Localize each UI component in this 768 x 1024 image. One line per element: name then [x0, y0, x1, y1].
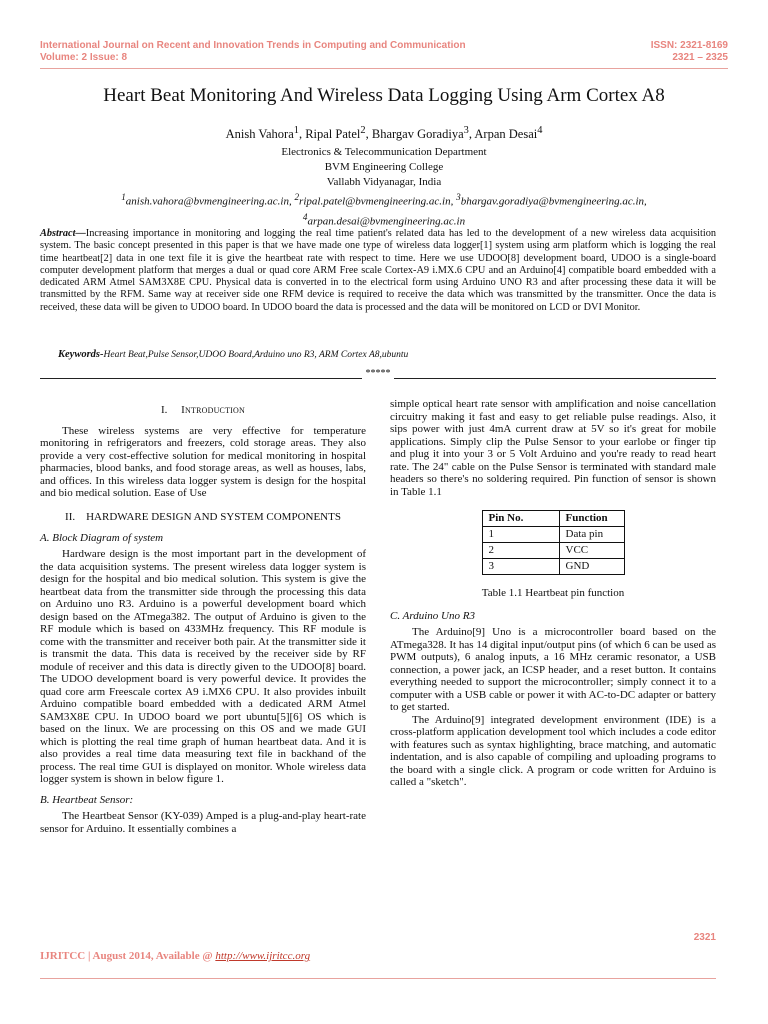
abstract-label: Abstract—	[40, 228, 86, 239]
left-column	[40, 400, 366, 835]
paragraph: The Arduino[9] integrated development environment (IDE) is a cross-platform application development tool which includes a code editor with features such as syntax highlighting, brace matching, and automatic indentation, and is also capable of compiling and uploading programs to the board with a single click. A program or code written for Arduino is called a "sketch".	[390, 713, 716, 788]
department: Electronics & Telecommunication Department	[281, 146, 487, 158]
location: Vallabh Vidyanagar, India	[326, 176, 442, 188]
table-row	[482, 543, 624, 559]
keywords-label: Keywords-	[58, 349, 104, 360]
table-header-row	[482, 511, 624, 527]
table-cell: GND	[559, 559, 624, 575]
email-link[interactable]: ripal.patel@bvmengineering.ac.in,	[299, 195, 454, 208]
table-header-cell: Function	[559, 511, 624, 527]
section-heading-introduction: I. Introduction	[160, 404, 245, 416]
email-line: $^1$anish.vahora@bvmengineering.ac.in, $^2$ripal.patel@bvmengineering.ac.in, $^3$bhargav.goradiya@bvmengineering.ac.in,	[121, 192, 647, 208]
email-line: $^4$arpan.desai@bvmengineering.ac.in	[302, 211, 466, 228]
paragraph: The Heartbeat Sensor (KY-039) Amped is a plug-and-play heart-rate sensor for Arduino. It essentially combines a	[40, 810, 366, 835]
right-column	[390, 398, 716, 789]
page-number: 2321	[693, 932, 716, 943]
table-header-cell: Pin No.	[482, 511, 559, 527]
affiliation	[0, 145, 768, 229]
subsection-heading: A. Block Diagram of system	[40, 531, 164, 544]
separator-stars: *****	[365, 368, 391, 379]
table-cell: VCC	[559, 543, 624, 559]
table-cell: 2	[482, 543, 559, 559]
paragraph: Hardware design is the most important part in the development of the data acquisition systems. The present wireless data logger system is design for the hospital and bio medical solution. This system is give the heartbeat data from the transmitter side through the processing this data on Arduino uno R3. Arduino is a powerful development board which design based on the ATmega382. The output of Arduino is given to the RF module which is based on 433MHz frequency. This RF module is come with the transmitter and receiver both pair. At the transmitter side it is transmit the data. This data is received by the receiver side by RF module of receiver and this data is directly given to the UDOO[8] board. The UDOO development board is very powerful device. It provides the quad core arm Freescale cortex A9 i.MX6 CPU. It also provides inbuilt Arduino compatible board embedded with a dedicated ARM Atmel SAM3X8E CPU. In UDOO board we port ubuntu[5][6] OS which is based on the linux. We are processing on this OS and we made GUI which is plotting the real time graph of human heartbeat data. And it is also provides a real time data measuring text file in backhand of the process. The real time GUI is displayed on monitor. Whole wireless data logger system is shown in below figure 1.	[40, 548, 366, 785]
email-link[interactable]: anish.vahora@bvmengineering.ac.in,	[125, 195, 292, 208]
table-caption: Table 1.1 Heartbeat pin function	[481, 587, 625, 599]
abstract	[40, 228, 716, 314]
paragraph: simple optical heart rate sensor with amplification and noise cancellation circuitry making it fast and easy to get reliable pulse readings. Also, it sips power with just 4mA current draw at 5V so it's great for mobile applications. Simply clip the Pulse Sensor to your earlobe or finger tip and plug it into your 3 or 5 Volt Arduino and you're ready to read heart rate. The 24" cable on the Pulse Sensor is terminated with standard male headers so there's no soldering required. Pin function of sensor is shown in Table 1.1	[390, 398, 716, 498]
author-superscript: 1	[293, 125, 299, 136]
author-name: Ripal Patel	[305, 127, 361, 142]
author-name: Arpan Desai	[474, 127, 538, 142]
table-cell: 3	[482, 559, 559, 575]
table-row	[482, 527, 624, 543]
subsection-heading: B. Heartbeat Sensor:	[40, 793, 134, 806]
paragraph: The Arduino[9] Uno is a microcontroller board based on the ATmega328. It has 14 digital input/output pins (of which 6 can be used as PWM outputs), 6 analog inputs, a 16 MHz ceramic resonator, a USB connection, a power jack, an ICSP header, and a reset button. It contains everything needed to support the microcontroller; simply connect it to a computer with a USB cable or power it with AC-to-DC adapter or battery to get started.	[390, 626, 716, 713]
author-superscript: 2	[360, 125, 366, 136]
table-cell: 1	[482, 527, 559, 543]
pin-function-table	[482, 510, 625, 575]
journal-url-link[interactable]: http://www.ijritcc.org	[215, 950, 311, 962]
subsection-heading: C. Arduino Uno R3	[390, 609, 475, 622]
author-name: Anish Vahora	[225, 127, 294, 142]
college: BVM Engineering College	[324, 161, 444, 173]
journal-info	[40, 40, 466, 64]
separator-line	[40, 378, 362, 379]
issn: ISSN: 2321-8169	[650, 40, 728, 51]
author-superscript: 4	[537, 125, 543, 136]
abstract-text: Increasing importance in monitoring and logging the real time patient's related data has led to the development of a new wireless data acquisition system. The basic concept presented in this paper is that we have made one type of wireless data logger[1] system using arm platform which is logging the real time heartbeat[2] data in one text file it is give the heartbeat rate with respect to time. Here we use UDOO[8] development board, UDOO is a single-board computer development platform that merges a dual or quad core ARM Free scale Cortex-A9 i.MX.6 CPU and an Arduino[4] compatible board embedded with a dedicated ARM Atmel SAM3X8E CPU. Physical data is converted in to the electrical form using Arduino UNO R3 and after processing these data it will be transmitted by the RFM. Same way at receiver side one RFM device is required to receive the data which was transmitted by the transmitter. Once the data is received, these data will be given to UDOO board. In UDOO board the data is processed and the data will be monitored on LCD or DVI Monitor.	[40, 228, 716, 313]
email-link[interactable]: bhargav.goradiya@bvmengineering.ac.in,	[460, 195, 647, 208]
footer-divider	[40, 978, 716, 979]
journal-volume: Volume: 2 Issue: 8	[40, 52, 128, 63]
keywords	[58, 349, 408, 360]
author-list: Anish Vahora$^1$, Ripal Patel$^2$, Bhargav Goradiya$^3$, Arpan Desai$^4$	[225, 125, 543, 142]
section-heading-hardware: II. HARDWARE DESIGN AND SYSTEM COMPONENTS	[65, 510, 341, 523]
page-range: 2321 – 2325	[672, 52, 728, 63]
paragraph: These wireless systems are very effective for temperature monitoring in refrigerators and freezers, cold storage areas. They also provide a very cost-effective solution for medical monitoring in hospital pharmacies, blood banks, and food storage areas, as well as houses, labs, and offices. In this wireless data logger system is design for the hospital and bio medical solution. Ease of Use	[40, 424, 366, 499]
email-link[interactable]: arpan.desai@bvmengineering.ac.in	[307, 215, 466, 228]
author-superscript: 3	[463, 125, 469, 136]
section-separator	[40, 368, 716, 382]
issn-info	[651, 40, 728, 64]
table-cell: Data pin	[559, 527, 624, 543]
header-divider	[40, 68, 728, 69]
author-name: Bhargav Goradiya	[371, 127, 464, 142]
footer-text: IJRITCC | August 2014, Available @	[40, 950, 216, 962]
separator-line	[394, 378, 716, 379]
paper-title: Heart Beat Monitoring And Wireless Data Logging Using Arm Cortex A8	[103, 85, 665, 106]
footer	[40, 950, 310, 962]
journal-name: International Journal on Recent and Innovation Trends in Computing and Communication	[40, 40, 466, 51]
keywords-text: Heart Beat,Pulse Sensor,UDOO Board,Arduino uno R3, ARM Cortex A8,ubuntu	[103, 350, 409, 360]
table-row	[482, 559, 624, 575]
